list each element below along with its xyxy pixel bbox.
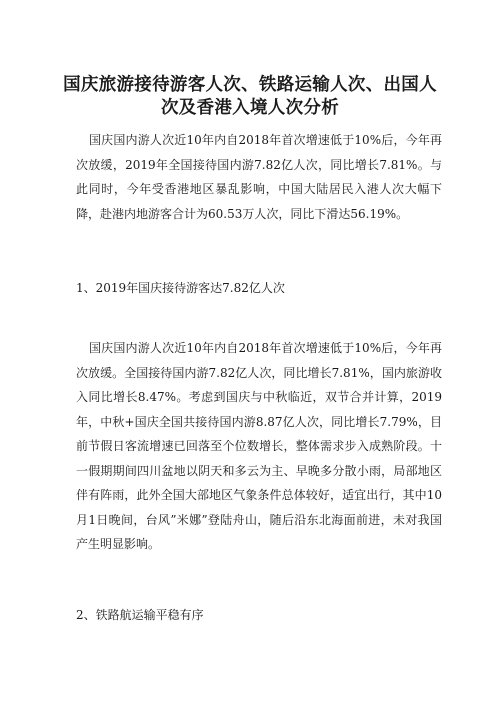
- intro-paragraph: 国庆国内游人次近10年内自2018年首次增速低于10%后，今年再次放缓，2019年全国接待国内游7.82亿人次，同比增长7.81%。与此同时，今年受香港地区暴乱影响，中国大陆居民入港人次大幅下降，赴港内地游客合计为60.53万人次，同比下滑达56.19%。: [76, 133, 442, 221]
- section-heading-2: 2、铁路航运输平稳有序: [76, 608, 204, 622]
- document-title: 国庆旅游接待游客人次、铁路运输人次、出国人次及香港入境人次分析: [63, 75, 437, 118]
- section-1-paragraph: 国庆国内游人次近10年内自2018年首次增速低于10%后，今年再次放缓。全国接待国内游7.82亿人次，同比增长7.81%，国内旅游收入同比增长8.47%。考虑到国庆与中秋临近，双节合并计算，2019年，中秋+国庆全国共接待国内游8.87亿人次，同比增长7.79%，目前节假日客流增速已回落至个位数增长，整体需求步入成熟阶段。十一假期期间四川盆地以阴天和多云为主、早晚多分散小雨，局部地区伴有阵雨，此外全国大部地区气象条件总体较好，适宜出行，其中10月1日晚间，台风”米娜”登陆舟山，随后沿东北海面前进，未对我国产生明显影响。: [76, 341, 442, 551]
- section-heading-1: 1、2019年国庆接待游客达7.82亿人次: [76, 281, 285, 295]
